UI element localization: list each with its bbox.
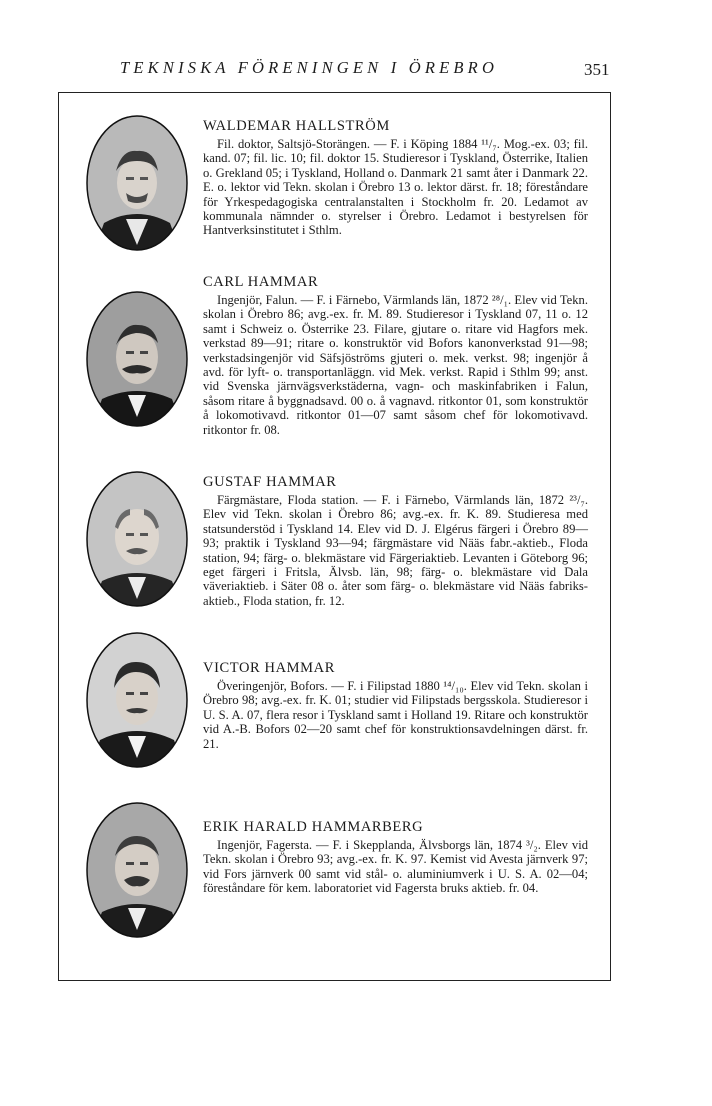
biography-entry (203, 473, 588, 608)
biography-entry (203, 117, 588, 238)
portrait-photo (86, 115, 188, 251)
biography-entry (203, 818, 588, 896)
person-name: GUSTAF HAMMAR (203, 474, 337, 490)
portrait-photo (86, 291, 188, 427)
person-name: VICTOR HAMMAR (203, 660, 336, 676)
biography-text: Överingenjör, Bofors. — F. i Filipstad 1880 ¹⁴/₁₀. Elev vid Tekn. skolan i Örebro 98; avg.-ex. fr. K. 01; studier vid Filipstads bergsskola. Studieresor i U. S. A. 07, flera resor i Tyskland samt i Holland 19. Ritare och konstruktör vid A.-B. Bofors 02—20 samt chef för konstruktionsavdelningen därst. fr. 21. (203, 679, 588, 751)
person-name: WALDEMAR HALLSTRÖM (203, 118, 390, 134)
biography-text: Fil. doktor, Saltsjö-Storängen. — F. i Köping 1884 ¹¹/₇. Mog.-ex. 03; fil. kand. 07; fil. lic. 10; fil. doktor 15. Studieresor i Tyskland, Österrike, Italien o. Grekland 05; i Tyskland, Holland o. Danmark 21 samt åter i Danmark 22. E. o. lektor vid Tekn. skolan i Örebro 13 o. lektor därst. fr. 18; föreståndare för Yrkespedagogiska centralanstalten i Stockholm fr. 20. Ledamot av kommunala nämnder o. styrelser i Örebro. Ledamot i bestyrelsen för Hantverksinstitutet i Sthlm. (203, 137, 588, 238)
portrait-photo (86, 632, 188, 768)
biography-entry (203, 273, 588, 437)
biography-entry (203, 659, 588, 751)
page-number: 351 (584, 60, 610, 79)
portrait-photo (86, 471, 188, 607)
biography-text: Ingenjör, Fagersta. — F. i Skepplanda, Älvsborgs län, 1874 ³/₂. Elev vid Tekn. skolan i Örebro 93; avg.-ex. fr. K. 97. Kemist vid Avesta järnverk 97; vid Fors järnverk 00 samt vid stål- o. aluminiumverk i U. S. A. 02—04; föreståndare för kem. laboratoriet vid Fagersta bruks aktieb. fr. 04. (203, 838, 588, 896)
running-head: TEKNISKA FÖRENINGEN I ÖREBRO (120, 58, 499, 77)
person-name: CARL HAMMAR (203, 274, 319, 290)
portrait-photo (86, 802, 188, 938)
person-name: ERIK HARALD HAMMARBERG (203, 819, 424, 835)
biography-text: Ingenjör, Falun. — F. i Färnebo, Värmlands län, 1872 ²⁸/₁. Elev vid Tekn. skolan i Örebro 86; avg.-ex. fr. M. 89. Studieresor i Tyskland 07, 11 o. 12 samt i Schweiz o. Österrike 23. Filare, gjutare o. ritare vid Hagfors mek. verkstad 89—91; ritare o. konstruktör vid Bofors kanonverkstad 91—98; verkstadsingenjör vid Säfsjöströms gjuteri o. mek. verkst. 98; ingenjör å avd. för lyft- o. transportanläggn. vid Mek. verkst. Rapid i Sthlm 99; anst. vid Svenska järnvägsverkstäderna, vagn- och maskinfabriken i Falun, såsom ritare å byggnadsavd. 00 o. å vagnavd. ritkontor 01, som konstruktör å lokomotivavd. ritkontor 01—07 samt såsom chef för lokomotivavd. ritkontor fr. 08. (203, 293, 588, 437)
biography-text: Färgmästare, Floda station. — F. i Färnebo, Värmlands län, 1872 ²³/₇. Elev vid Tekn. skolan i Örebro 86; avg.-ex. fr. K. 89. Studieresa med statsunderstöd i Tyskland 14. Elev vid D. J. Elgérus färgeri i Örebro 89—93; praktik i Tyskland 93—94; färgmästare vid Nääs fabr.-aktieb., Floda station, 94; färg- o. blekmästare vid Färgeriaktieb. Levanten i Göteborg 96; eget färgeri i Fritsla, Älvsb. län, 98; färg- o. blekmästare vid Dala väveriaktieb. i Säter 08 o. åter som färg- o. blekmästare vid Nääs fabriksaktieb., Floda station, fr. 12. (203, 493, 588, 608)
